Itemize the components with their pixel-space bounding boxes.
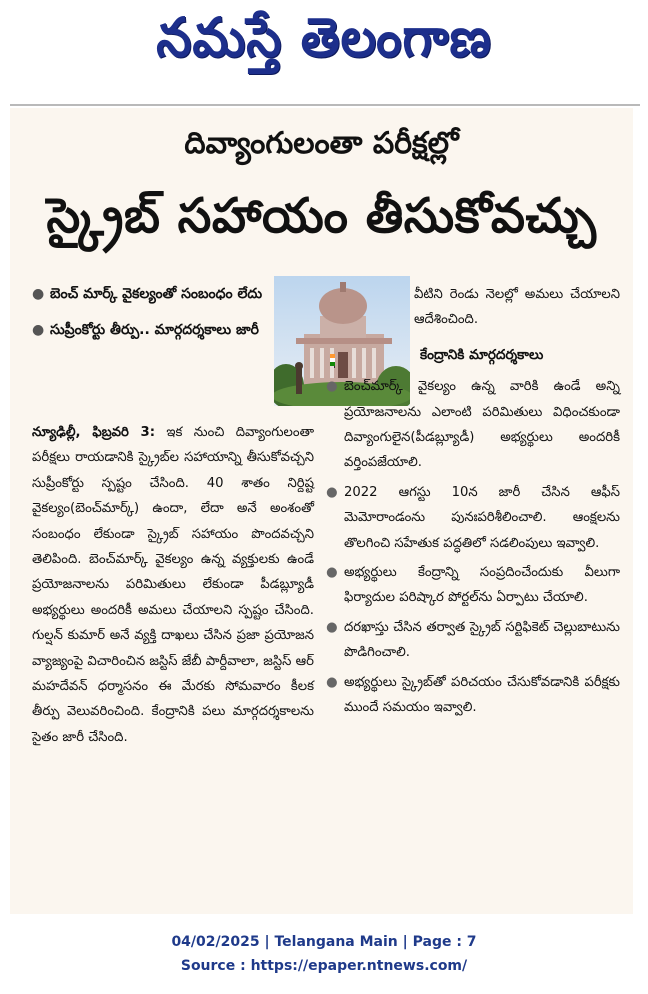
- list-item: [326, 374, 620, 476]
- list-item: [326, 480, 620, 556]
- newspaper-logo: నమస్తే తెలంగాణ: [156, 5, 492, 69]
- list-item-text: 2022 ఆగస్టు 10న జారీ చేసిన ఆఫీస్ మెమోరాండంను పునఃపరిశీలించాలి. ఆంక్షలను తొలగించి సహేతుక పద్ధతిలో సడలింపులు ఇవ్వాలి.: [344, 484, 620, 551]
- highlight-item: [32, 278, 272, 310]
- article-headline: స్క్రైబ్ సహాయం తీసుకోవచ్చు: [46, 188, 597, 244]
- highlight-text: సుప్రీంకోర్టు తీర్పు.. మార్గదర్శకాలు జారీ: [50, 322, 259, 338]
- footer-edition-line: 04/02/2025 | Telangana Main | Page : 7: [171, 934, 477, 950]
- masthead: [0, 0, 648, 104]
- guidelines-list: [326, 374, 620, 720]
- bullet-icon: ●: [32, 286, 45, 302]
- list-item-text: అభ్యర్థులు స్క్రైబ్‌తో పరిచయం చేసుకోవడానికి పరీక్షకు ముందే సమయం ఇవ్వాలి.: [344, 674, 620, 716]
- right-intro: వీటిని రెండు నెలల్లో అమలు చేయాలని ఆదేశించింది.: [414, 287, 620, 328]
- bullet-icon: ●: [326, 674, 338, 690]
- guidelines-subhead: కేంద్రానికి మార్గదర్శకాలు: [420, 346, 544, 363]
- highlight-item: [32, 314, 272, 346]
- article-body: [32, 420, 314, 750]
- dateline: న్యూఢిల్లీ, ఫిబ్రవరి 3:: [32, 425, 156, 440]
- bullet-icon: ●: [32, 322, 45, 338]
- body-text: ఇక నుంచి దివ్యాంగులంతా పరీక్షలు రాయడానికి స్క్రైబ్‌ల సహాయాన్ని తీసుకోవచ్చని సుప్రీంకోర్టు స్పష్టం చేసింది. 40 శాతం నిర్దిష్ట వైకల్యం(బెంచ్‌మార్క్) ఉందా, లేదా అనే అంశంతో సంబంధం లేకుండా స్క్రైబ్ సహాయం పొందవచ్చని తెలిపింది. బెంచ్‌మార్క్ వైకల్యం ఉన్న వ్యక్తులకు ఉండే ప్రయోజనాలను పరిమితులు లేకుండా పీడబ్ల్యూడీ అభ్యర్థులు అందరికీ అమలు చేయాలని స్పష్టం చేసింది. గుల్షన్ కుమార్ అనే వ్యక్తి దాఖలు చేసిన ప్రజా ప్రయోజన వ్యాజ్యంపై విచారించిన జస్టిస్ జేబీ పార్దీవాలా, జస్టిస్ ఆర్ మహదేవన్ ధర్మాసనం ఈ మేరకు సోమవారం కీలక తీర్పు వెలువరించింది. కేంద్రానికి పలు మార్గదర్శకాలను సైతం జారీ చేసింది.: [32, 425, 315, 745]
- list-item: [326, 670, 620, 721]
- bullet-icon: ●: [326, 565, 338, 581]
- list-item: [326, 560, 620, 611]
- bullet-icon: ●: [326, 619, 338, 635]
- article-right-column: [326, 282, 620, 725]
- article-kicker: దివ్యాంగులంతా పరీక్షల్లో: [184, 126, 459, 161]
- bullet-icon: ●: [326, 379, 338, 395]
- masthead-divider: [10, 104, 640, 106]
- page-footer: [0, 930, 648, 978]
- footer-source-line: Source : https://epaper.ntnews.com/: [180, 958, 468, 974]
- highlight-text: బెంచ్ మార్క్ వైకల్యంతో సంబంధం లేదు: [50, 286, 263, 302]
- article-highlights: [32, 278, 272, 346]
- bullet-icon: ●: [326, 484, 338, 500]
- list-item-text: అభ్యర్థులు కేంద్రాన్ని సంప్రదించేందుకు వీలుగా ఫిర్యాదుల పరిష్కార పోర్టల్‌ను ఏర్పాటు చేయాలి.: [344, 565, 620, 606]
- list-item-text: బెంచ్‌మార్క్ వైకల్యం ఉన్న వారికి ఉండే అన్ని ప్రయోజనాలను ఎలాంటి పరిమితులు విధించకుండా దివ్యాంగులైన(పీడబ్ల్యూడీ) అభ్యర్థులు అందరికీ వర్తింపజేయాలి.: [344, 379, 620, 471]
- news-clipping: [10, 108, 633, 914]
- list-item: [326, 615, 620, 666]
- list-item-text: దరఖాస్తు చేసిన తర్వాత స్క్రైబ్ సర్టిఫికెట్ చెల్లుబాటును పొడిగించాలి.: [344, 619, 620, 661]
